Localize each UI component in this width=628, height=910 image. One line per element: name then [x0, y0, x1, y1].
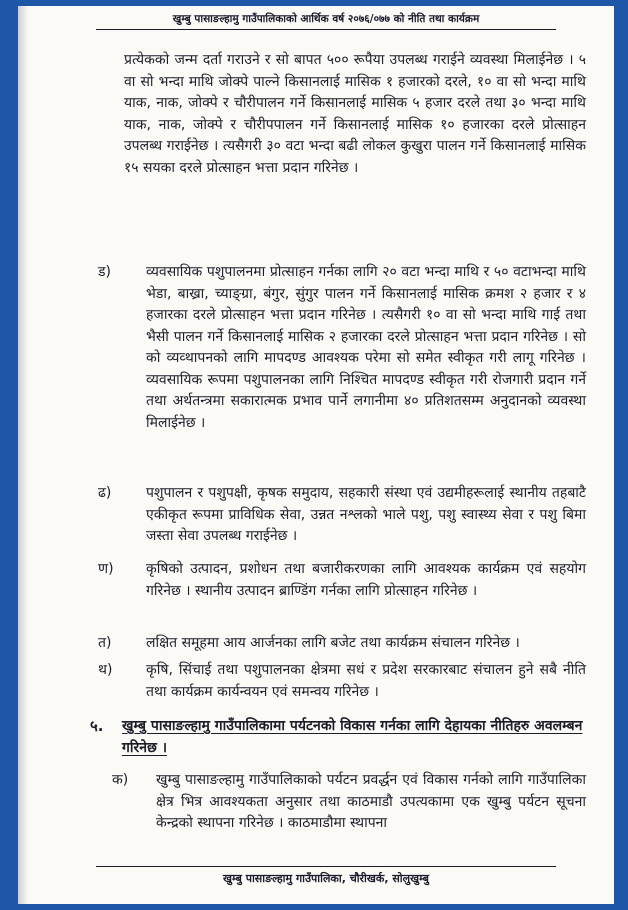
item-marker-da: ड) — [98, 264, 111, 280]
item-text-na: कृषिको उत्पादन, प्रशोधन तथा बजारीकरणका लागि आवश्यक कार्यक्रम एवं सहयोग गरिनेछ । स्थानीय उत्पादन ब्राण्डिंग गर्नका लागि प्रोत्साहन गरिनेछ । — [146, 561, 586, 599]
intro-paragraph: प्रत्येकको जन्म दर्ता गराउने र सो बापत ५०० रूपैया उपलब्ध गराईने व्यवस्था मिलाईनेछ । ५ वा सो भन्दा माथि जोक्पे पाल्ने किसानलाई मासिक १ हजारको दरले, १० वा सो भन्दा माथि याक, नाक, जोक्पे र चौरीपालन गर्ने किसानलाई मासिक ५ हजार दरले तथा ३० भन्दा माथि याक, नाक, जोक्पे र चौरीपपालन गर्ने किसानलाई मासिक १० हजारका दरले प्रोत्साहन उपलब्ध गराईनेछ । त्यसैगरी ३० वटा भन्दा बढी लोकल कुखुरा पालन गर्ने किसानलाई मासिक १५ सयका दरले प्रोत्साहन भत्ता प्रदान गरिनेछ । — [124, 52, 586, 176]
item-text-ta: लक्षित समूहमा आय आर्जनका लागि बजेट तथा कार्यक्रम संचालन गरिनेछ । — [146, 635, 520, 651]
item-marker-dha: ढ) — [98, 485, 112, 501]
item-marker-ta: त) — [98, 635, 112, 651]
page-header: खुम्बु पासाङल्हामु गाउँपालिकाको आर्थिक वर्ष २०७६/०७७ को नीति तथा कार्यक्रम — [96, 12, 556, 30]
section-number: ५. — [90, 717, 104, 735]
page-spine-shadow — [18, 6, 28, 904]
section-item-text-ka: खुम्बु पासाङल्हामु गाउँपालिकाको पर्यटन प्रवर्द्धन एवं विकास गर्नको लागि गाउँपालिका क्षेत्र भित्र आवश्यकता अनुसार तथा काठमाडौ उपत्यकामा एक खुम्बु पर्यटन सूचना केन्द्रको स्थापना गरिनेछ । काठमाडौमा स्थापना — [156, 772, 586, 831]
section-item-marker-ka: क) — [112, 772, 129, 788]
item-marker-tha: थ) — [98, 662, 113, 678]
section-title: खुम्बु पासाङल्हामु गाउँपालिकामा पर्यटनको विकास गर्नका लागि देहायका नीतिहरु अवलम्बन गरिनेछ । — [122, 718, 583, 756]
item-text-dha: पशुपालन र पशुपक्षी, कृषक समुदाय, सहकारी संस्था एवं उद्यमीहरूलाई स्थानीय तहबाटै एकीकृत रूपमा प्राविधिक सेवा, उन्नत नश्लको भाले पशु, पशु स्वास्थ्य सेवा र पशु बिमा जस्ता सेवा उपलब्ध गराईनेछ । — [146, 485, 586, 544]
item-marker-na: ण) — [98, 561, 114, 577]
item-text-da: व्यवसायिक पशुपालनमा प्रोत्साहन गर्नका लागि २० वटा भन्दा माथि र ५० वटाभन्दा माथि भेडा, बाख्रा, च्याङ्ग्रा, बंगुर, सुंगुर पालन गर्ने किसानलाई मासिक क्रमश २ हजार र ४ हजारका दरले प्रोत्साहन भत्ता प्रदान गरिनेछ । त्यसैगरी १० वा सो भन्दा माथि गाई तथा भैसी पालन गर्ने किसानलाई मासिक २ हजारका दरले प्रोत्साहन भत्ता प्रदान गरिनेछ । सो को व्यव्थापनको लागि मापदण्ड आवश्यक परेमा सो समेत स्वीकृत गरी लागू गरिनेछ । व्यवसायिक रूपमा पशुपालनका लागि निश्चित मापदण्ड स्वीकृत गरी रोजगारी प्रदान गर्ने तथा अर्थतन्त्रमा सकारात्मक प्रभाव पार्ने लगानीमा ४० प्रतिशतसम्म अनुदानको व्यवस्था मिलाईनेछ । — [146, 264, 586, 431]
item-text-tha: कृषि, सिंचाई तथा पशुपालनका क्षेत्रमा सधं र प्रदेश सरकारबाट संचालन हुने सबै नीति तथा कार्यक्रम कार्यन्वयन एवं समन्वय गरिनेछ । — [146, 662, 586, 700]
page-footer: खुम्बु पासाङल्हामु गाउँपालिका, चौरीखर्क, सोलुखुम्बु — [96, 866, 556, 886]
